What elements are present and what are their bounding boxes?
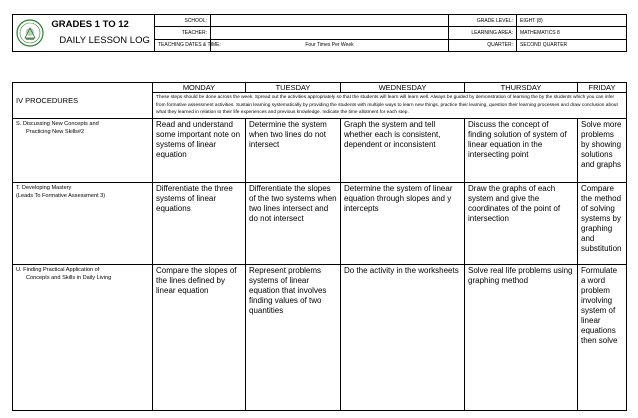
day-friday: FRIDAY bbox=[578, 83, 627, 93]
cell-u-friday: Formulate a word problem involving system of linear equations then solve bbox=[578, 264, 627, 410]
procedures-table bbox=[12, 82, 626, 411]
day-tuesday: TUESDAY bbox=[246, 83, 341, 93]
procedures-title: IV PROCEDURES bbox=[13, 83, 153, 119]
cell-s-monday: Read and understand some important note on systems of linear equation bbox=[153, 118, 246, 182]
dates-value: Four Times Per Week bbox=[211, 39, 449, 51]
row-label-discussing: S. Discussing New Concepts and Practicing New Skills#2 bbox=[13, 118, 153, 182]
learning-area-label: LEARNING AREA: bbox=[449, 27, 517, 39]
row-label-mastery: T. Developing Mastery (Leads To Formative Assessment 3) bbox=[13, 182, 153, 264]
cell-s-thursday: Discuss the concept of finding solution of system of linear equation in the intersecting point bbox=[465, 118, 578, 182]
cell-u-tuesday: Represent problems systems of linear equation that involves finding values of two quantities bbox=[246, 264, 341, 410]
dll-title: DAILY LESSON LOG bbox=[59, 35, 150, 46]
quarter-label: QUARTER: bbox=[449, 39, 517, 51]
cell-u-monday: Compare the slopes of the lines defined by linear equation bbox=[153, 264, 246, 410]
cell-t-wednesday: Determine the system of linear equation through slopes and y intercepts bbox=[341, 182, 465, 264]
procedures-instructions: These steps should be done across the week. Spread out the activities appropriately so that the students will learn will learn well. Always be guided by demonstration of learning the by the students which you can infer from formative assessment activities. Sustain learning systematically by providing the students with multiple ways to learn new things, practice their learning, question their learning processes and draw conclusion about what they learned in relation to their life experiences and previous knowledge. Indicate the time allotment for each step. bbox=[153, 93, 627, 119]
cell-t-friday: Compare the method of solving systems by graphing and substitution bbox=[578, 182, 627, 264]
day-wednesday: WEDNESDAY bbox=[341, 83, 465, 93]
row-label-application: U. Finding Practical Application of Concepts and Skills in Daily Living bbox=[13, 264, 153, 410]
lesson-log-header bbox=[12, 14, 626, 52]
cell-u-thursday: Solve real life problems using graphing method bbox=[465, 264, 578, 410]
quarter-value: SECOND QUARTER bbox=[517, 39, 627, 51]
grade-level-value: EIGHT (8) bbox=[517, 15, 627, 27]
cell-t-monday: Differentiate the three systems of linear equations bbox=[153, 182, 246, 264]
grade-level-label: GRADE LEVEL: bbox=[449, 15, 517, 27]
cell-s-tuesday: Determine the system when two lines do not intersect bbox=[246, 118, 341, 182]
deped-seal-icon bbox=[16, 19, 44, 47]
cell-t-thursday: Draw the graphs of each system and give the coordinates of the point of intersection bbox=[465, 182, 578, 264]
learning-area-value: MATHEMATICS 8 bbox=[517, 27, 627, 39]
dates-label: TEACHING DATES & TIME: bbox=[155, 39, 211, 51]
cell-s-friday: Solve more problems by showing solutions and graphs bbox=[578, 118, 627, 182]
school-value bbox=[211, 15, 449, 27]
teacher-value bbox=[211, 27, 449, 39]
cell-s-wednesday: Graph the system and tell whether each is consistent, dependent or inconsistent bbox=[341, 118, 465, 182]
header-title-cell bbox=[13, 15, 155, 52]
day-thursday: THURSDAY bbox=[465, 83, 578, 93]
teacher-label: TEACHER: bbox=[155, 27, 211, 39]
cell-t-tuesday: Differentiate the slopes of the two systems when two lines intersect and do not intersect bbox=[246, 182, 341, 264]
school-label: SCHOOL: bbox=[155, 15, 211, 27]
day-monday: MONDAY bbox=[153, 83, 246, 93]
grades-title: GRADES 1 TO 12 bbox=[51, 19, 129, 30]
cell-u-wednesday: Do the activity in the worksheets bbox=[341, 264, 465, 410]
